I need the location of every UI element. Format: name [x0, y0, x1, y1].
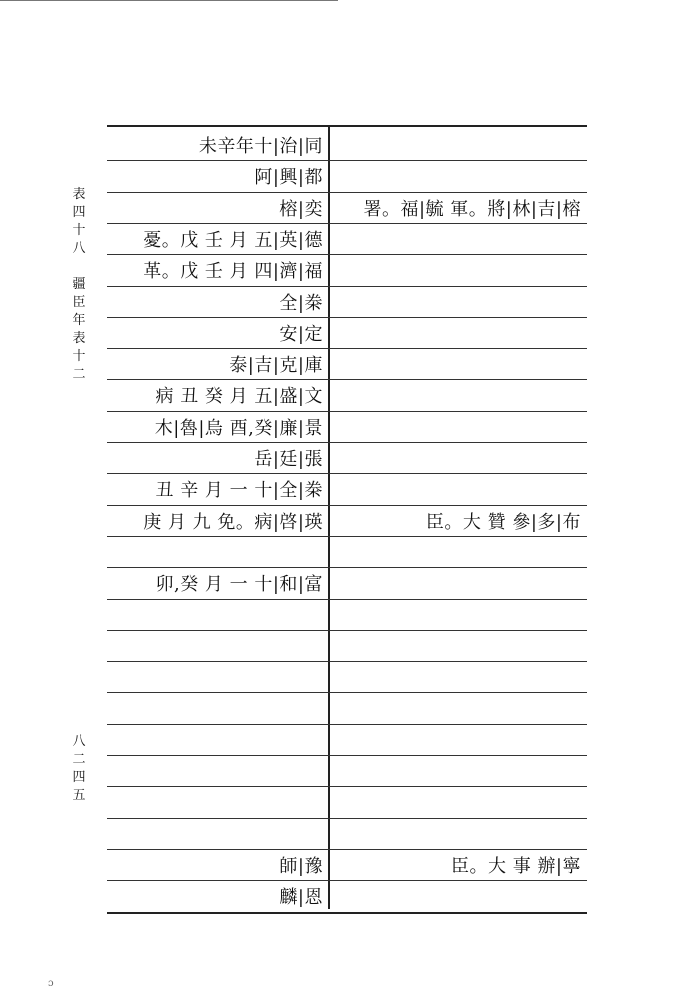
- table-cell-left: [111, 819, 323, 849]
- margin-char: 八: [72, 241, 86, 256]
- margin-char: 臣: [72, 295, 86, 310]
- margin-char: 表: [72, 187, 86, 202]
- top-rule: [0, 0, 338, 1]
- table-cell-left: 岳|廷|張: [254, 449, 323, 470]
- table-cell-left: 師|豫: [279, 856, 323, 877]
- table-cell-left: [111, 693, 323, 723]
- table-cell-right: [335, 287, 581, 317]
- margin-char: 五: [72, 788, 86, 803]
- margin-char: 八: [72, 734, 86, 749]
- margin-char: 十: [72, 223, 86, 238]
- table-cell-right: [335, 693, 581, 723]
- table-cell-left: [111, 725, 323, 755]
- table-cell-left: [111, 662, 323, 692]
- margin-char: 四: [72, 205, 86, 220]
- table-cell-right: [335, 631, 581, 661]
- table-cell-left: 憂。戊 壬 月 五|英|德: [143, 230, 323, 251]
- table-cell-left: 阿|興|都: [254, 167, 323, 188]
- table-cell-left: 泰|吉|克|庫: [229, 355, 323, 376]
- margin-char: 四: [72, 770, 86, 785]
- table-cell-right: [335, 537, 581, 567]
- table-cell-left: [111, 631, 323, 661]
- table-cell-right: [335, 881, 581, 911]
- table-cell-left: 卯,癸 月 一 十|和|富: [155, 574, 323, 595]
- table-cell-right: 臣。大 贊 參|多|布: [425, 512, 581, 533]
- table-cell-left: [111, 787, 323, 817]
- table-cell-right: [335, 255, 581, 285]
- table-cell-right: [335, 443, 581, 473]
- row-rule: [107, 912, 587, 914]
- margin-char: 二: [72, 752, 86, 767]
- table-cell-right: [335, 130, 581, 160]
- row-rule: [107, 125, 587, 127]
- table-cell-left: [111, 756, 323, 786]
- official-year-table: [107, 125, 587, 909]
- table-cell-right: [335, 725, 581, 755]
- table-cell-right: [335, 756, 581, 786]
- table-cell-right: [335, 349, 581, 379]
- table-cell-left: 革。戊 壬 月 四|濟|福: [143, 261, 323, 282]
- table-cell-right: 臣。大 事 辦|寧: [450, 856, 581, 877]
- table-cell-right: [335, 600, 581, 630]
- footer-mark: ɔ: [48, 978, 54, 989]
- table-cell-right: [335, 787, 581, 817]
- table-cell-right: [335, 662, 581, 692]
- table-cell-right: [335, 318, 581, 348]
- table-cell-left: 未辛年十|治|同: [198, 136, 323, 157]
- margin-page-number: [70, 733, 88, 805]
- margin-title-upper: [70, 186, 88, 384]
- table-cell-left: 麟|恩: [279, 887, 323, 908]
- margin-char: 表: [72, 331, 86, 346]
- column-divider: [328, 125, 330, 909]
- table-cell-right: 署。福|毓 軍。將|林|吉|榕: [363, 199, 581, 220]
- margin-char: [70, 258, 88, 276]
- table-cell-left: 榕|奕: [279, 199, 323, 220]
- table-cell-right: [335, 224, 581, 254]
- table-cell-left: [111, 537, 323, 567]
- margin-char: 十: [72, 349, 86, 364]
- table-cell-right: [335, 161, 581, 191]
- table-cell-left: 庚 月 九 免。病|啓|瑛: [143, 512, 323, 533]
- margin-char: 二: [72, 367, 86, 382]
- table-cell-right: [335, 819, 581, 849]
- table-cell-left: [111, 600, 323, 630]
- table-cell-left: 安|定: [279, 324, 323, 345]
- table-cell-left: 丑 辛 月 一 十|全|桊: [155, 480, 323, 501]
- table-cell-right: [335, 474, 581, 504]
- table-cell-right: [335, 380, 581, 410]
- margin-char: 疆: [72, 277, 86, 292]
- table-cell-left: 木|魯|烏 酉,癸|廉|景: [154, 418, 323, 439]
- table-cell-left: 病 丑 癸 月 五|盛|文: [155, 386, 323, 407]
- margin-char: 年: [72, 313, 86, 328]
- table-cell-left: 全|桊: [279, 293, 323, 314]
- table-cell-right: [335, 568, 581, 598]
- table-cell-right: [335, 412, 581, 442]
